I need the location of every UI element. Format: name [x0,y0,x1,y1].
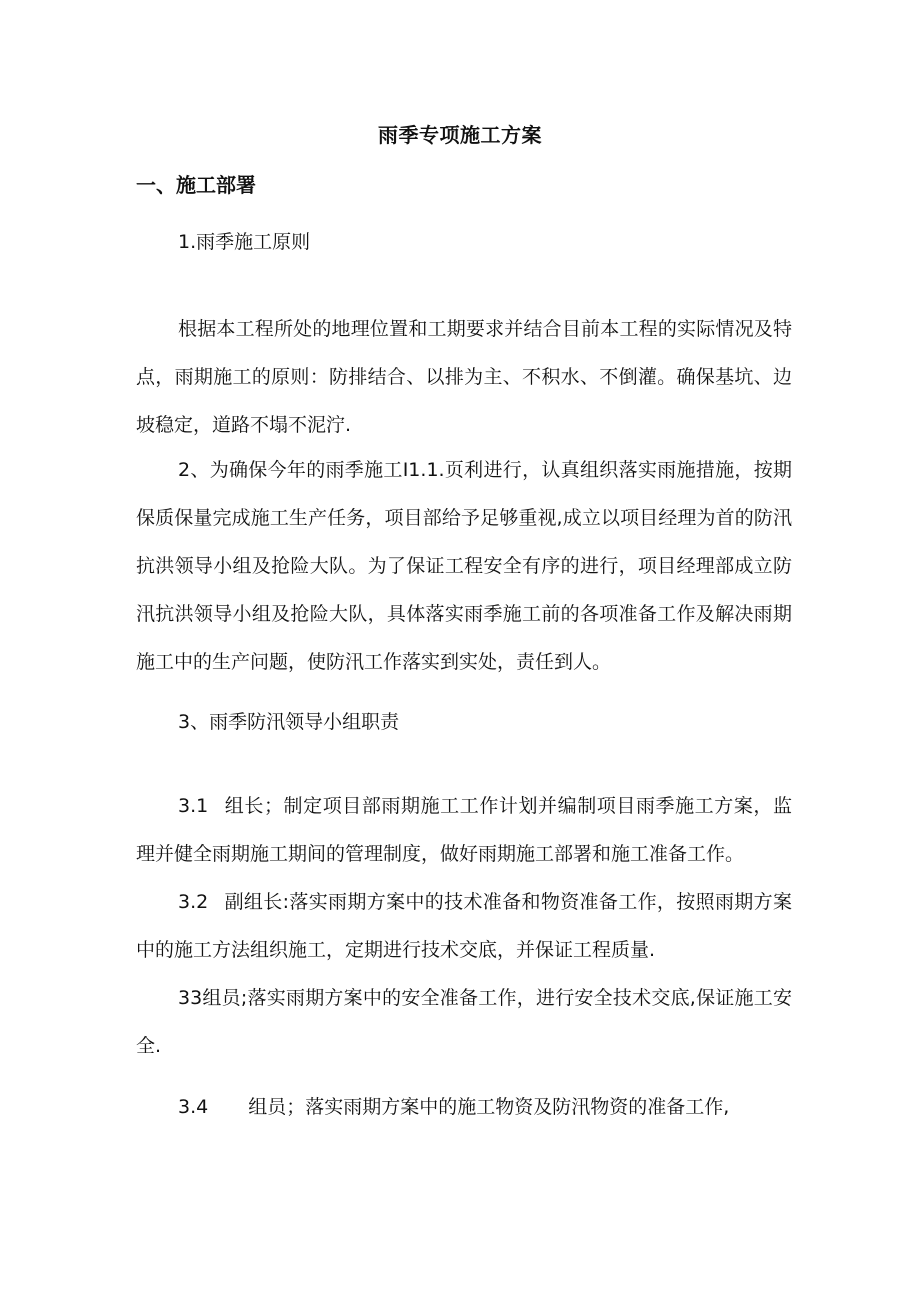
item-3-4-text: 组员；落实雨期方案中的施工物资及防汛物资的准备工作, [248,1096,730,1118]
item-3-1 [136,782,792,878]
section-heading-deployment: 一、施工部署 [136,173,256,197]
item-3-1-number: 3.1 [178,795,209,817]
document-title: 雨季专项施工方案 [378,123,542,147]
item-3-1-text: 组长；制定项目部雨期施工工作计划并编制项目雨季施工方案，监理并健全雨期施工期间的管理制度，做好雨期施工部署和施工准备工作。 [136,795,792,865]
subheading-rain-principles: 1.雨季施工原则 [178,231,311,253]
item-3-4-number: 3.4 [178,1096,209,1118]
subheading-team-duties: 3、雨季防汛领导小组职责 [178,711,400,733]
paragraph-principles: 根据本工程所处的地理位置和工期要求并结合目前本工程的实际情况及特点，雨期施工的原则：防排结合、以排为主、不积水、不倒灌。确保基坑、边坡稳定，道路不塌不泥泞. [136,318,792,436]
item-3-3: 33组员;落实雨期方案中的安全准备工作，进行安全技术交底,保证施工安全. [136,987,792,1057]
paragraph-organization: 2、为确保今年的雨季施工I1.1.页利进行，认真组织落实雨施措施，按期保质保量完成施工生产任务，项目部给予足够重视,成立以项目经理为首的防汛抗洪领导小组及抢险大队。为了保证工程安全有序的进行，项目经理部成立防汛抗洪领导小组及抢险大队，具体落实雨季施工前的各项准备工作及解决雨期施工中的生产问题，使防汛工作落实到实处，责任到人。 [136,459,792,673]
item-3-4 [136,1083,792,1131]
item-3-2-number: 3.2 [178,891,209,913]
item-3-2-text: 副组长:落实雨期方案中的技术准备和物资准备工作，按照雨期方案中的施工方法组织施工，定期进行技术交底，并保证工程质量. [136,891,792,961]
item-3-2 [136,878,792,974]
